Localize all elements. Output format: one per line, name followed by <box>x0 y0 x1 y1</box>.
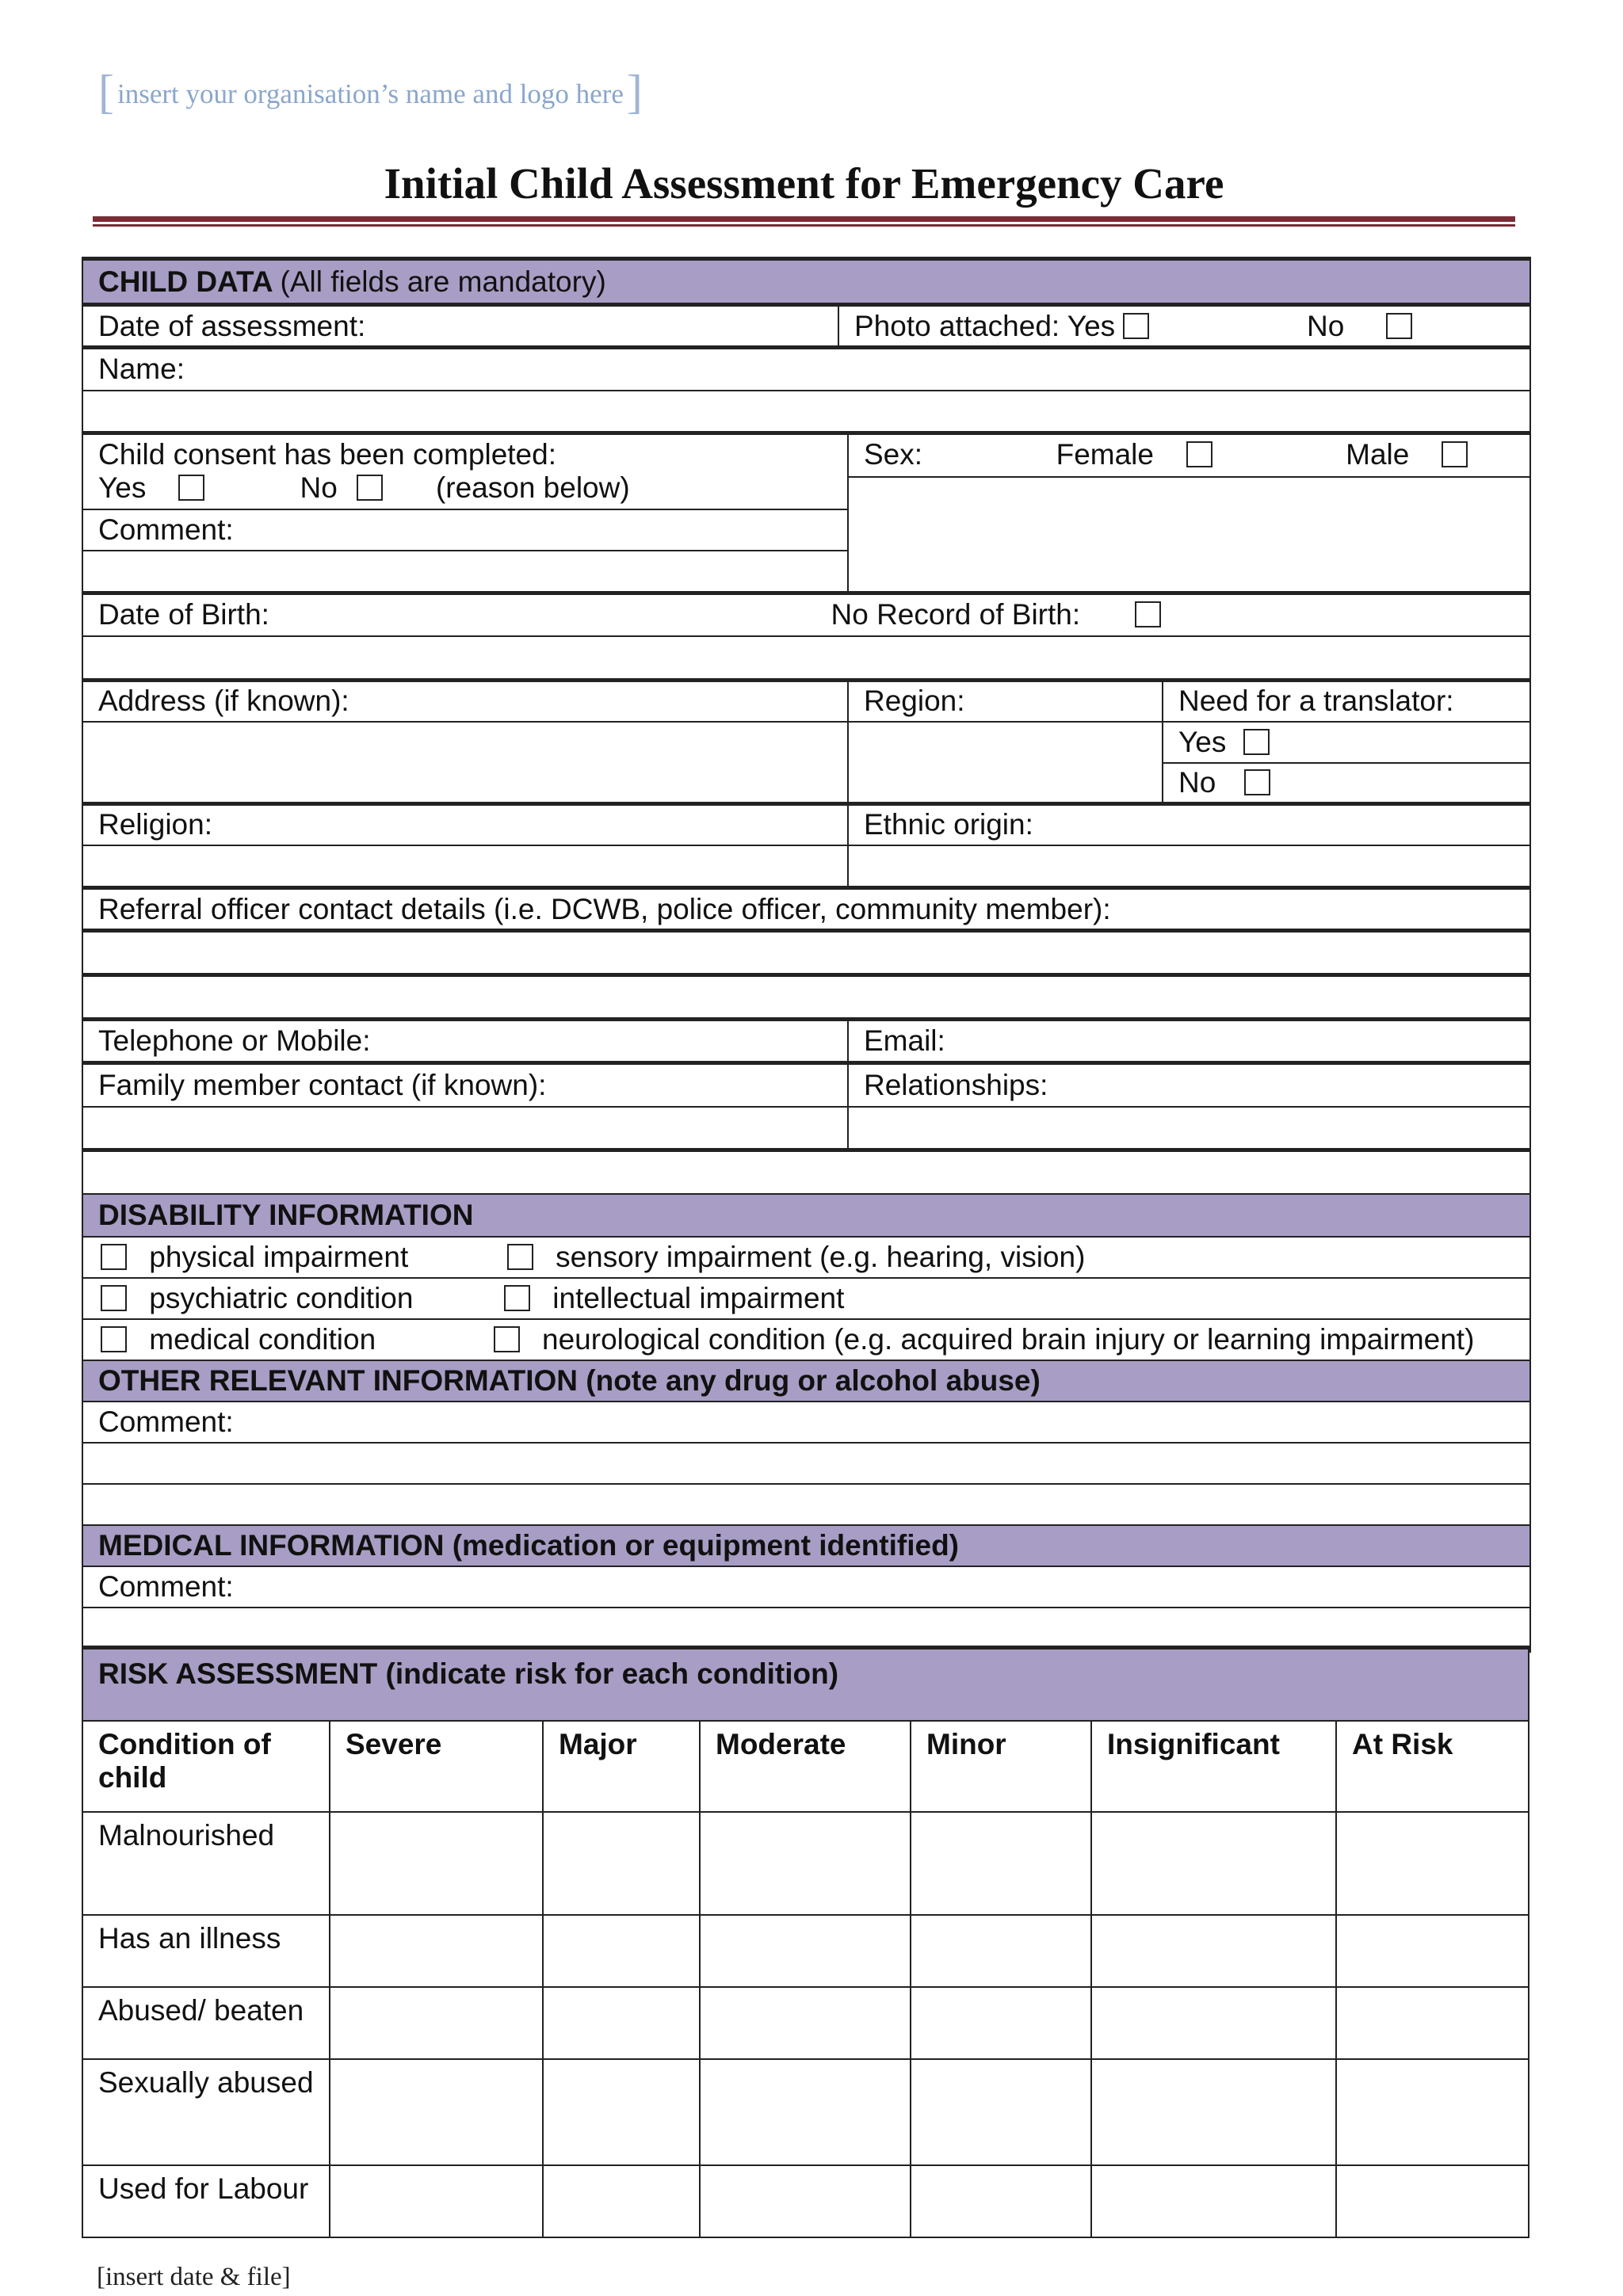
risk-cell[interactable] <box>543 2165 700 2237</box>
medical-header <box>82 1525 1530 1566</box>
sex-label: Sex: <box>864 438 923 471</box>
child-data-note: (All fields are mandatory) <box>280 265 606 298</box>
risk-column-headers <box>82 1721 1529 1812</box>
medical-condition-checkbox[interactable] <box>101 1326 127 1352</box>
name-field[interactable] <box>82 348 1530 391</box>
intellectual-impairment-label: intellectual impairment <box>552 1281 845 1314</box>
risk-row <box>82 1987 1529 2059</box>
translator-no-checkbox[interactable] <box>1244 769 1270 795</box>
risk-cell[interactable] <box>543 1812 700 1915</box>
other-info-comment-label: Comment: <box>98 1405 234 1438</box>
religion-label: Religion: <box>98 808 212 841</box>
translator-field <box>1163 681 1530 722</box>
dob-label: Date of Birth: <box>98 598 269 631</box>
consent-reason-label: (reason below) <box>435 471 630 504</box>
referral-entry-2[interactable] <box>82 975 1530 1020</box>
email-field[interactable] <box>848 1020 1530 1063</box>
photo-no-checkbox[interactable] <box>1386 313 1412 339</box>
relationships-label: Relationships: <box>864 1068 1048 1101</box>
risk-row <box>82 1812 1529 1915</box>
risk-row-label: Abused/ beaten <box>82 1987 330 2059</box>
photo-no-label: No <box>1307 309 1345 342</box>
female-checkbox[interactable] <box>1186 441 1212 467</box>
consent-comment-entry[interactable] <box>82 551 848 593</box>
photo-yes-checkbox[interactable] <box>1123 313 1149 339</box>
risk-cell[interactable] <box>330 1812 543 1915</box>
translator-no-row <box>1163 763 1530 804</box>
neurological-condition-checkbox[interactable] <box>494 1326 520 1352</box>
religion-field[interactable] <box>82 804 848 845</box>
consent-yes-checkbox[interactable] <box>178 475 204 501</box>
relationships-field[interactable] <box>848 1063 1530 1107</box>
disability-row-3 <box>82 1319 1530 1360</box>
medical-title: MEDICAL INFORMATION (medication or equipment identified) <box>98 1528 960 1562</box>
col-major: Major <box>543 1721 700 1812</box>
risk-cell[interactable] <box>911 1987 1091 2059</box>
intellectual-impairment-checkbox[interactable] <box>504 1285 530 1311</box>
col-severe: Severe <box>330 1721 543 1812</box>
risk-cell[interactable] <box>700 2059 911 2165</box>
translator-yes-checkbox[interactable] <box>1243 729 1270 755</box>
consent-label: Child consent has been completed: <box>98 438 556 471</box>
risk-cell[interactable] <box>543 2059 700 2165</box>
risk-cell[interactable] <box>911 2059 1091 2165</box>
photo-attached-label: Photo attached: Yes <box>854 309 1116 342</box>
risk-row-label: Used for Labour <box>82 2165 330 2237</box>
psychiatric-condition-checkbox[interactable] <box>101 1285 127 1311</box>
translator-yes-row <box>1163 722 1530 763</box>
region-label: Region: <box>864 685 965 718</box>
telephone-label: Telephone or Mobile: <box>98 1024 371 1057</box>
risk-row-label: Sexually abused <box>82 2059 330 2165</box>
risk-cell[interactable] <box>911 1915 1091 1987</box>
disability-header <box>82 1194 1530 1237</box>
dob-entry-row[interactable] <box>82 636 1530 681</box>
risk-cell[interactable] <box>911 1812 1091 1915</box>
col-minor: Minor <box>911 1721 1091 1812</box>
disability-row-1 <box>82 1237 1530 1278</box>
risk-cell[interactable] <box>330 1915 543 1987</box>
risk-row-label: Malnourished <box>82 1812 330 1915</box>
translator-no-label: No <box>1178 765 1216 799</box>
disability-title: DISABILITY INFORMATION <box>98 1198 474 1231</box>
risk-cell[interactable] <box>1336 1987 1529 2059</box>
risk-row <box>82 2059 1529 2165</box>
other-info-entry-2[interactable] <box>82 1484 1530 1525</box>
risk-cell[interactable] <box>1336 1915 1529 1987</box>
consent-no-checkbox[interactable] <box>357 475 383 501</box>
col-at-risk: At Risk <box>1336 1721 1529 1812</box>
title-rule-thin <box>93 224 1515 227</box>
organisation-placeholder <box>98 68 643 116</box>
close-bracket: ] <box>626 66 643 118</box>
other-info-header <box>82 1360 1530 1402</box>
risk-cell[interactable] <box>700 1987 911 2059</box>
family-contact-label: Family member contact (if known): <box>98 1068 547 1101</box>
risk-cell[interactable] <box>330 2165 543 2237</box>
risk-cell[interactable] <box>700 1812 911 1915</box>
referral-label: Referral officer contact details (i.e. DCWB, police officer, community member): <box>98 892 1111 925</box>
male-checkbox[interactable] <box>1442 441 1468 467</box>
risk-cell[interactable] <box>1091 1812 1336 1915</box>
female-label: Female <box>1056 438 1154 471</box>
dob-field[interactable] <box>82 593 1530 636</box>
referral-field[interactable] <box>82 888 1530 931</box>
risk-cell[interactable] <box>1336 2059 1529 2165</box>
risk-assessment-table <box>82 1646 1529 2238</box>
ethnic-origin-entry[interactable] <box>848 845 1530 888</box>
risk-cell[interactable] <box>543 1987 700 2059</box>
address-label: Address (if known): <box>98 685 349 718</box>
medical-comment-label: Comment: <box>98 1569 234 1603</box>
other-info-title: OTHER RELEVANT INFORMATION (note any drug or alcohol abuse) <box>98 1363 1041 1397</box>
sex-field <box>848 433 1530 593</box>
risk-cell[interactable] <box>700 2165 911 2237</box>
risk-cell[interactable] <box>911 2165 1091 2237</box>
date-of-assessment-field[interactable] <box>82 305 838 348</box>
family-contact-entry[interactable] <box>82 1107 848 1150</box>
translator-yes-label: Yes <box>1178 725 1227 758</box>
other-info-entry-1[interactable] <box>82 1443 1530 1484</box>
risk-cell[interactable] <box>1091 1915 1336 1987</box>
no-record-of-birth-checkbox[interactable] <box>1135 601 1161 627</box>
risk-header <box>82 1648 1529 1721</box>
relationships-entry[interactable] <box>848 1107 1530 1150</box>
physical-impairment-checkbox[interactable] <box>101 1244 127 1270</box>
risk-cell[interactable] <box>1091 1987 1336 2059</box>
region-field[interactable] <box>848 681 1163 722</box>
open-bracket: [ <box>98 66 114 118</box>
address-entry[interactable] <box>82 722 848 804</box>
risk-cell[interactable] <box>1336 1812 1529 1915</box>
other-info-comment-field[interactable] <box>82 1402 1530 1443</box>
photo-attached-field <box>838 305 1530 348</box>
col-insignificant: Insignificant <box>1091 1721 1336 1812</box>
sensory-impairment-checkbox[interactable] <box>507 1244 533 1270</box>
risk-cell[interactable] <box>543 1915 700 1987</box>
telephone-field[interactable] <box>82 1020 848 1063</box>
physical-impairment-label: physical impairment <box>149 1240 409 1273</box>
organisation-placeholder-text: insert your organisation’s name and logo here <box>116 78 624 109</box>
medical-condition-label: medical condition <box>149 1322 376 1356</box>
consent-no-label: No <box>300 471 338 504</box>
no-record-of-birth-label: No Record of Birth: <box>831 598 1081 631</box>
sensory-impairment-label: sensory impairment (e.g. hearing, vision) <box>556 1240 1086 1273</box>
ethnic-origin-field[interactable] <box>848 804 1530 845</box>
consent-comment-field[interactable] <box>82 509 848 551</box>
consent-comment-label: Comment: <box>98 513 234 546</box>
male-label: Male <box>1346 438 1410 471</box>
risk-cell[interactable] <box>330 2059 543 2165</box>
col-moderate: Moderate <box>700 1721 911 1812</box>
risk-cell[interactable] <box>1091 2059 1336 2165</box>
referral-entry-1[interactable] <box>82 931 1530 975</box>
ethnic-origin-label: Ethnic origin: <box>864 808 1033 841</box>
risk-cell[interactable] <box>1336 2165 1529 2237</box>
translator-label: Need for a translator: <box>1178 685 1454 718</box>
name-label: Name: <box>98 353 185 386</box>
address-field[interactable] <box>82 681 848 722</box>
medical-comment-field[interactable] <box>82 1566 1530 1608</box>
risk-cell[interactable] <box>330 1987 543 2059</box>
risk-row <box>82 2165 1529 2237</box>
risk-title: RISK ASSESSMENT (indicate risk for each condition) <box>98 1657 839 1690</box>
risk-row-label: Has an illness <box>82 1915 330 1987</box>
date-of-assessment-label: Date of assessment: <box>98 309 366 342</box>
email-label: Email: <box>864 1024 945 1057</box>
neurological-condition-label: neurological condition (e.g. acquired brain injury or learning impairment) <box>542 1322 1475 1356</box>
consent-yes-label: Yes <box>98 471 147 504</box>
title-rule <box>93 216 1515 222</box>
family-contact-field[interactable] <box>82 1063 848 1107</box>
family-contact-entry-2[interactable] <box>82 1150 1530 1194</box>
risk-row <box>82 1915 1529 1987</box>
child-assessment-form <box>82 257 1531 1653</box>
psychiatric-condition-label: psychiatric condition <box>149 1281 414 1314</box>
name-entry-row[interactable] <box>82 391 1530 433</box>
footer-placeholder: [insert date & file] <box>97 2263 291 2291</box>
religion-entry[interactable] <box>82 845 848 888</box>
consent-field <box>82 433 848 509</box>
col-condition: Condition of child <box>82 1721 330 1812</box>
child-data-header <box>82 259 1530 305</box>
disability-row-2 <box>82 1278 1530 1319</box>
page-title: Initial Child Assessment for Emergency Care <box>384 159 1224 208</box>
child-data-title: CHILD DATA <box>98 265 273 298</box>
risk-cell[interactable] <box>1091 2165 1336 2237</box>
region-entry[interactable] <box>848 722 1163 804</box>
risk-cell[interactable] <box>700 1915 911 1987</box>
